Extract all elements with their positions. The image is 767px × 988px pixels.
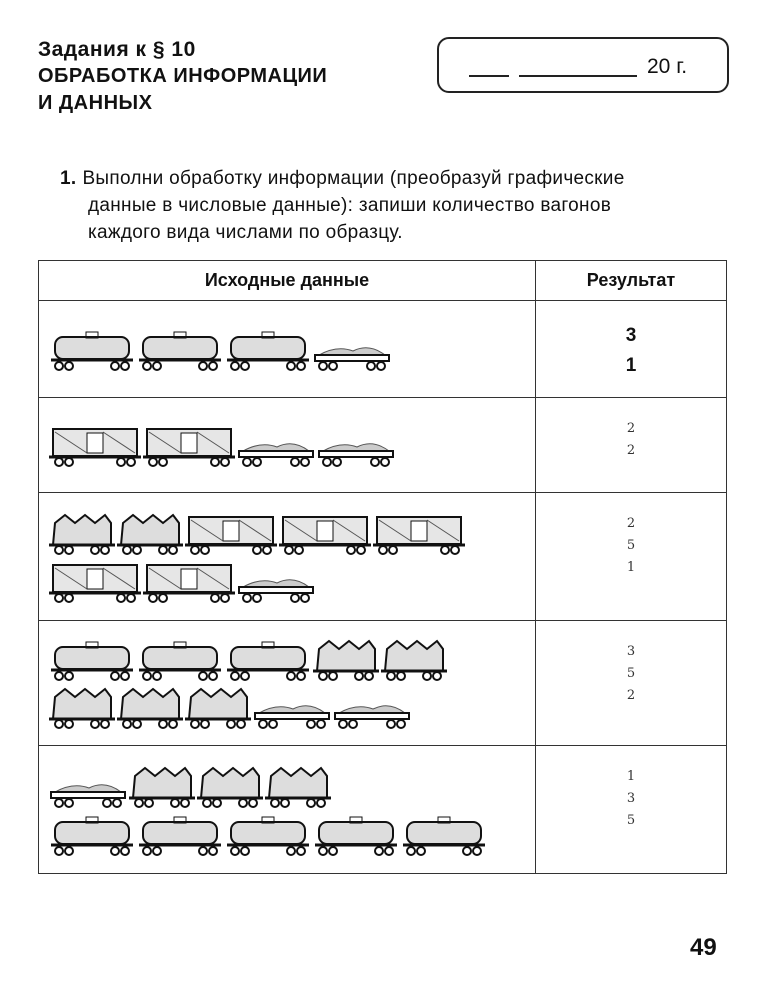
result-value: 5 [626,538,636,553]
section-title-line2: И ДАННЫХ [38,92,153,114]
result-value: 3 [626,644,636,659]
table-row [39,493,727,621]
result-value: 2 [626,443,636,458]
source-cell [39,621,536,746]
date-day-line [469,75,509,77]
box-wagon-icon [49,423,141,467]
section-ref: Задания к § 10 [38,38,196,61]
header-result: Результат [536,261,727,301]
tank-wagon-icon [49,637,135,681]
tank-wagon-icon [225,327,311,371]
box-wagon-icon [49,559,141,603]
table-row [39,746,727,874]
result-cell [536,398,727,493]
date-box [437,37,729,93]
section-title-line1: ОБРАБОТКА ИНФОРМАЦИИ [38,65,328,87]
result-value: 3 [625,325,637,346]
box-wagon-icon [143,423,235,467]
task-number: 1. [60,168,77,189]
tank-wagon-icon [401,812,487,856]
task-1 [60,165,730,246]
flat-wagon-icon [237,559,315,603]
result-value: 3 [626,791,636,806]
result-value: 2 [626,688,636,703]
hopper-wagon-icon [129,764,195,808]
hopper-wagon-icon [49,511,115,555]
box-wagon-icon [185,511,277,555]
wagon-line [49,637,525,681]
source-cell [39,398,536,493]
result-value: 1 [625,355,637,376]
hopper-wagon-icon [117,685,183,729]
result-value: 5 [626,666,636,681]
hopper-wagon-icon [265,764,331,808]
wagon-line [49,511,525,555]
result-value: 1 [626,560,636,575]
wagon-line [49,327,525,371]
hopper-wagon-icon [49,685,115,729]
flat-wagon-icon [317,423,395,467]
result-cell [536,301,727,398]
result-cell [536,493,727,621]
result-cell [536,621,727,746]
flat-wagon-icon [253,685,331,729]
source-cell [39,493,536,621]
wagon-line [49,685,525,729]
box-wagon-icon [143,559,235,603]
tank-wagon-icon [49,812,135,856]
tank-wagon-icon [137,637,223,681]
table-row [39,398,727,493]
hopper-wagon-icon [185,685,251,729]
source-cell [39,746,536,874]
box-wagon-icon [279,511,371,555]
task-text-2: данные в числовые данные): запиши количество вагонов [88,195,612,216]
source-cell [39,301,536,398]
tank-wagon-icon [313,812,399,856]
result-value: 2 [626,516,636,531]
wagon-line [49,423,525,467]
flat-wagon-icon [237,423,315,467]
result-value: 1 [626,769,636,784]
result-value: 5 [626,813,636,828]
section-header [38,36,327,117]
wagon-line [49,559,525,603]
tank-wagon-icon [137,812,223,856]
tank-wagon-icon [137,327,223,371]
hopper-wagon-icon [117,511,183,555]
hopper-wagon-icon [313,637,379,681]
flat-wagon-icon [313,327,391,371]
page-number: 49 [690,934,717,961]
date-month-line [519,75,637,77]
result-cell [536,746,727,874]
task-text-3: каждого вида числами по образцу. [88,222,403,243]
tank-wagon-icon [225,812,311,856]
flat-wagon-icon [333,685,411,729]
result-value: 2 [626,421,636,436]
table-row [39,621,727,746]
task-text-1: Выполни обработку информации (преобразуй графические [82,168,625,189]
hopper-wagon-icon [197,764,263,808]
box-wagon-icon [373,511,465,555]
wagon-line [49,764,525,808]
tank-wagon-icon [225,637,311,681]
table-row [39,301,727,398]
wagon-line [49,812,525,856]
tank-wagon-icon [49,327,135,371]
date-year: 20 г. [647,55,688,78]
data-table [38,260,727,874]
hopper-wagon-icon [381,637,447,681]
header-source: Исходные данные [39,261,536,301]
flat-wagon-icon [49,764,127,808]
